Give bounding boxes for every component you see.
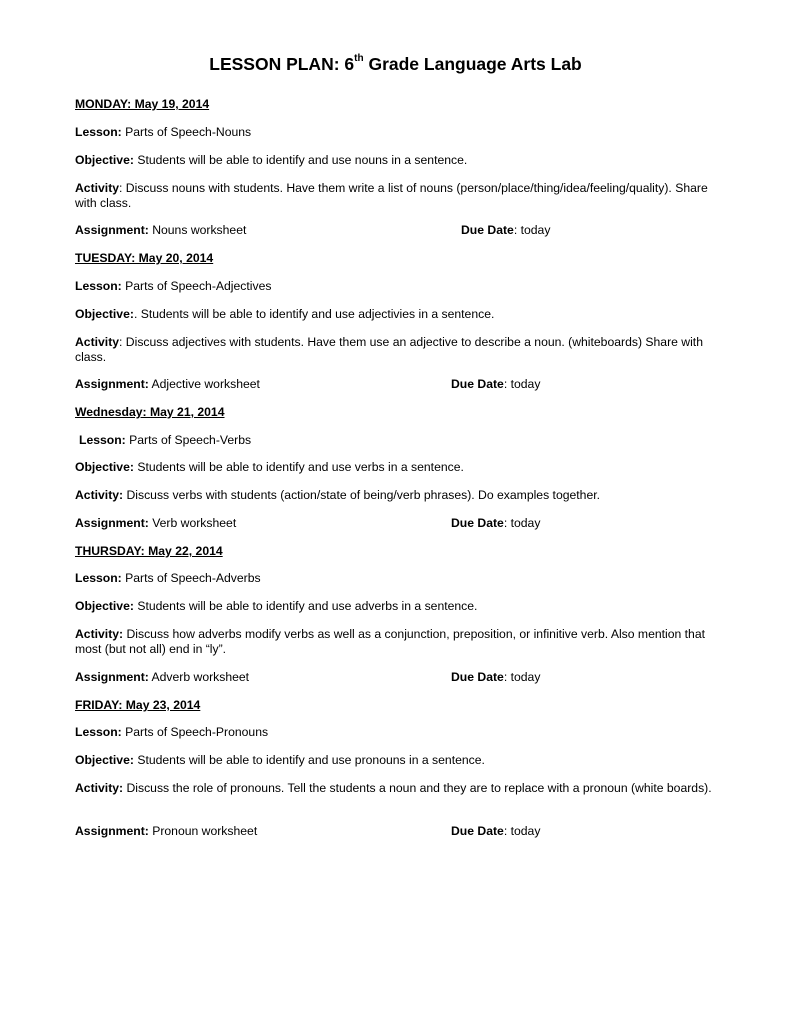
activity-text: Discuss verbs with students (action/state of being/verb phrases). Do examples together. xyxy=(123,488,600,502)
day-heading-wednesday: Wednesday: May 21, 2014 xyxy=(75,405,225,419)
activity-label: Activity: xyxy=(75,781,124,795)
assignment-text: Nouns worksheet xyxy=(148,223,247,237)
due-date-text: : today xyxy=(513,223,551,237)
lesson-text: Parts of Speech-Adjectives xyxy=(121,279,272,293)
assignment-label: Assignment: xyxy=(75,223,149,237)
assignment-text: Adverb worksheet xyxy=(148,670,250,684)
page-title xyxy=(0,54,791,75)
objective-label: Objective: xyxy=(75,307,134,321)
lesson-label: Lesson: xyxy=(75,125,122,139)
assignment-label: Assignment: xyxy=(75,377,149,391)
assignment-label: Assignment: xyxy=(75,824,149,838)
due-date-friday xyxy=(451,824,540,839)
assignment-row-friday xyxy=(75,824,257,839)
day-heading-monday: MONDAY: May 19, 2014 xyxy=(75,97,210,111)
objective-row-wednesday xyxy=(75,460,464,475)
objective-label: Objective: xyxy=(75,153,134,167)
activity-text: : Discuss adjectives with students. Have them use an adjective to describe a noun. (whiteboards) Share with class. xyxy=(75,335,703,364)
activity-label: Activity xyxy=(75,181,120,195)
assignment-label: Assignment: xyxy=(75,670,149,684)
objective-label: Objective: xyxy=(75,599,134,613)
due-date-label: Due Date xyxy=(461,223,514,237)
title-prefix: LESSON PLAN: 6 xyxy=(209,54,355,74)
lesson-text: Parts of Speech-Pronouns xyxy=(121,725,269,739)
objective-label: Objective: xyxy=(75,753,134,767)
assignment-label: Assignment: xyxy=(75,516,149,530)
activity-label: Activity: xyxy=(75,627,124,641)
day-heading-thursday: THURSDAY: May 22, 2014 xyxy=(75,544,223,558)
objective-text: Students will be able to identify and use nouns in a sentence. xyxy=(133,153,468,167)
due-date-label: Due Date xyxy=(451,377,504,391)
lesson-label: Lesson: xyxy=(75,279,122,293)
lesson-text: Parts of Speech-Verbs xyxy=(125,433,252,447)
due-date-label: Due Date xyxy=(451,516,504,530)
objective-text: Students will be able to identify and use adverbs in a sentence. xyxy=(133,599,478,613)
objective-row-friday xyxy=(75,753,485,768)
lesson-row-monday xyxy=(75,125,251,140)
objective-row-tuesday xyxy=(75,307,494,322)
due-date-wednesday xyxy=(451,516,540,531)
due-date-monday xyxy=(461,223,550,238)
objective-row-thursday xyxy=(75,599,477,614)
due-date-text: : today xyxy=(503,377,541,391)
due-date-label: Due Date xyxy=(451,824,504,838)
objective-text: . Students will be able to identify and use adjectivies in a sentence. xyxy=(133,307,495,321)
activity-text: : Discuss nouns with students. Have them write a list of nouns (person/place/thing/idea/feeling/quality). Share with class. xyxy=(75,181,708,210)
objective-label: Objective: xyxy=(75,460,134,474)
assignment-row-wednesday xyxy=(75,516,236,531)
activity-row-wednesday xyxy=(75,488,600,503)
activity-row-tuesday xyxy=(75,335,725,365)
due-date-text: : today xyxy=(503,516,541,530)
activity-label: Activity: xyxy=(75,488,124,502)
due-date-tuesday xyxy=(451,377,540,392)
lesson-label: Lesson: xyxy=(79,433,126,447)
due-date-label: Due Date xyxy=(451,670,504,684)
lesson-row-tuesday xyxy=(75,279,271,294)
activity-row-monday xyxy=(75,181,725,211)
lesson-text: Parts of Speech-Nouns xyxy=(121,125,252,139)
activity-row-thursday xyxy=(75,627,725,657)
day-heading-friday: FRIDAY: May 23, 2014 xyxy=(75,698,201,712)
lesson-row-friday xyxy=(75,725,268,740)
activity-row-friday xyxy=(75,781,725,796)
due-date-text: : today xyxy=(503,824,541,838)
title-superscript: th xyxy=(354,53,364,65)
due-date-thursday xyxy=(451,670,540,685)
activity-text: Discuss the role of pronouns. Tell the students a noun and they are to replace with a pronoun (white boards). xyxy=(123,781,712,795)
due-date-text: : today xyxy=(503,670,541,684)
lesson-row-thursday xyxy=(75,571,261,586)
lesson-row-wednesday xyxy=(79,433,251,448)
activity-label: Activity xyxy=(75,335,120,349)
objective-text: Students will be able to identify and use verbs in a sentence. xyxy=(133,460,464,474)
lesson-label: Lesson: xyxy=(75,725,122,739)
assignment-text: Verb worksheet xyxy=(148,516,237,530)
assignment-text: Pronoun worksheet xyxy=(148,824,258,838)
objective-text: Students will be able to identify and use pronouns in a sentence. xyxy=(133,753,485,767)
lesson-text: Parts of Speech-Adverbs xyxy=(121,571,261,585)
assignment-row-monday xyxy=(75,223,246,238)
assignment-row-tuesday xyxy=(75,377,260,392)
assignment-row-thursday xyxy=(75,670,249,685)
title-suffix: Grade Language Arts Lab xyxy=(363,54,582,74)
lesson-label: Lesson: xyxy=(75,571,122,585)
day-heading-tuesday: TUESDAY: May 20, 2014 xyxy=(75,251,214,265)
objective-row-monday xyxy=(75,153,467,168)
assignment-text: Adjective worksheet xyxy=(148,377,260,391)
activity-text: Discuss how adverbs modify verbs as well as a conjunction, preposition, or infinitive verb. Also mention that most (but not all) end in “ly”. xyxy=(75,627,705,656)
